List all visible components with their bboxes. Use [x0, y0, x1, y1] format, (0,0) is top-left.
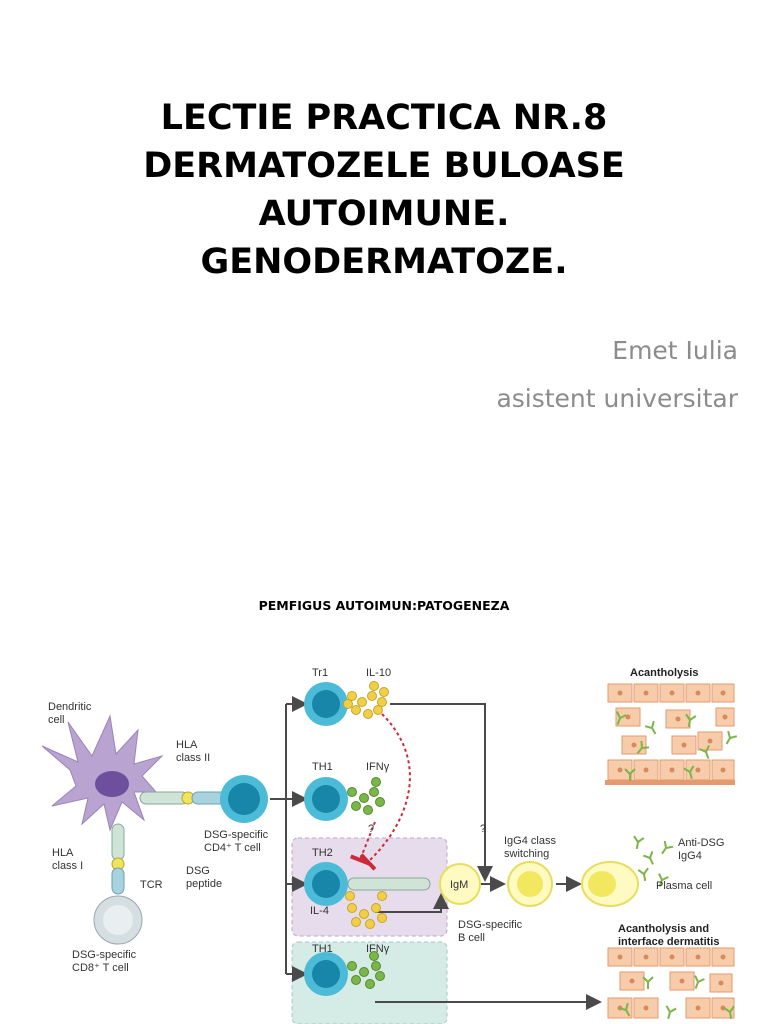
cytokine-dot	[378, 914, 387, 923]
label-b-cell: DSG-specific B cell	[458, 919, 523, 944]
label-plasma-cell: Plasma cell	[656, 880, 713, 892]
author-role: asistent universitar	[496, 384, 738, 413]
label-cd8-cell: DSG-specific CD8⁺ T cell	[72, 949, 137, 974]
slide-title	[0, 94, 768, 286]
label-il4: IL-4	[310, 905, 329, 917]
label-question-2: ?	[480, 823, 487, 835]
keratinocyte-nucleus	[696, 1006, 701, 1011]
label-cd4-cell: DSG-specific CD4⁺ T cell	[204, 829, 269, 854]
dendritic-nucleus	[95, 771, 129, 797]
label-ifng-top: IFNγ	[366, 761, 390, 773]
antibody	[645, 721, 660, 736]
cytokine-dot	[348, 904, 357, 913]
il10-cytokines	[344, 682, 389, 719]
keratinocyte-nucleus	[632, 743, 637, 748]
title-line-3: AUTOIMUNE.	[258, 194, 510, 234]
cytokine-dot	[348, 788, 357, 797]
basement-membrane-top	[605, 780, 735, 785]
antibody	[658, 841, 673, 857]
cytokine-dot	[368, 692, 377, 701]
keratinocyte-nucleus	[618, 768, 623, 773]
cytokine-dot	[366, 920, 375, 929]
label-hla-class-i: HLA class I	[52, 847, 84, 872]
th2-tcr-bridge	[348, 878, 430, 890]
antibody	[722, 731, 737, 746]
cytokine-dot	[376, 972, 385, 981]
keratinocyte-nucleus	[676, 717, 681, 722]
label-anti-dsg: Anti-DSG IgG4	[678, 837, 725, 862]
keratinocyte-nucleus	[670, 955, 675, 960]
ifng-top-cytokines	[348, 778, 385, 815]
title-line-1: LECTIE PRACTICA NR.8	[160, 98, 608, 138]
cytokine-dot	[376, 798, 385, 807]
keratinocyte-nucleus	[644, 955, 649, 960]
cytokine-dot	[370, 682, 379, 691]
label-tcr: TCR	[140, 879, 163, 891]
hla-class-i	[112, 824, 124, 860]
label-ifng-bottom: IFNγ	[366, 943, 390, 955]
label-dendritic-cell: Dendritic cell	[48, 701, 92, 726]
cytokine-dot	[372, 904, 381, 913]
pathogenesis-diagram	[30, 652, 745, 1024]
keratinocyte-nucleus	[680, 979, 685, 984]
cytokine-dot	[352, 706, 361, 715]
label-il10: IL-10	[366, 667, 392, 679]
label-igm: IgM	[450, 879, 469, 891]
keratinocyte-nucleus	[644, 768, 649, 773]
cytokine-dot	[366, 980, 375, 989]
title-line-4: GENODERMATOZE.	[200, 242, 568, 282]
label-acantholysis-interface: Acantholysis and interface dermatitis	[618, 923, 720, 948]
keratinocyte-nucleus	[670, 768, 675, 773]
cytokine-dot	[360, 794, 369, 803]
cytokine-dot	[360, 968, 369, 977]
cytokine-dot	[348, 962, 357, 971]
cytokine-dot	[352, 802, 361, 811]
cytokine-dot	[344, 700, 353, 709]
cytokine-dot	[358, 698, 367, 707]
keratinocyte-nucleus	[670, 691, 675, 696]
label-igg4-switch: IgG4 class switching	[504, 835, 556, 860]
keratinocyte-nucleus	[721, 955, 726, 960]
keratinocyte-nucleus	[618, 955, 623, 960]
cytokine-dot	[364, 710, 373, 719]
keratinocyte-nucleus	[618, 691, 623, 696]
keratinocyte-nucleus	[719, 981, 724, 986]
keratinocyte-nucleus	[696, 955, 701, 960]
keratinocyte-nucleus	[644, 1006, 649, 1011]
keratinocyte-nucleus	[682, 743, 687, 748]
keratinocyte-nucleus	[708, 739, 713, 744]
cytokine-dot	[352, 918, 361, 927]
pathogenesis-figure	[30, 652, 745, 1024]
cytokine-dot	[360, 910, 369, 919]
author-name: Emet Iulia	[612, 336, 738, 365]
dendritic-cell	[42, 716, 162, 830]
label-acantholysis: Acantholysis	[630, 667, 699, 679]
keratinocyte-nucleus	[644, 691, 649, 696]
title-line-2: DERMATOZELE BULOASE	[143, 146, 625, 186]
cytokine-dot	[380, 688, 389, 697]
cytokine-dot	[364, 806, 373, 815]
cytokine-dot	[372, 778, 381, 787]
antibody	[643, 851, 657, 866]
cytokine-dot	[370, 788, 379, 797]
cytokine-dot	[372, 962, 381, 971]
cytokine-dot	[378, 892, 387, 901]
cytokine-dot	[352, 976, 361, 985]
keratinocyte-nucleus	[630, 979, 635, 984]
label-dsg-peptide: DSG peptide	[186, 865, 223, 890]
label-question-1: ?	[368, 823, 375, 835]
tcr-cd8	[112, 868, 124, 894]
antibody	[632, 836, 644, 850]
hla-class-ii	[140, 792, 188, 804]
keratinocyte-nucleus	[721, 768, 726, 773]
cytokine-dot	[374, 706, 383, 715]
label-th2: TH2	[312, 847, 333, 859]
antibody	[638, 868, 650, 882]
cytokine-dot	[346, 892, 355, 901]
label-tr1: Tr1	[312, 667, 329, 679]
label-th1-bottom: TH1	[312, 943, 333, 955]
acantholysis-epidermis	[608, 684, 734, 780]
label-th1-top: TH1	[312, 761, 333, 773]
label-hla-class-ii: HLA class II	[176, 739, 211, 764]
section-heading: PEMFIGUS AUTOIMUN:PATOGENEZA	[258, 598, 510, 613]
keratinocyte-nucleus	[721, 691, 726, 696]
keratinocyte-nucleus	[723, 715, 728, 720]
antibody	[663, 1006, 676, 1020]
keratinocyte-nucleus	[696, 768, 701, 773]
keratinocyte-nucleus	[696, 691, 701, 696]
